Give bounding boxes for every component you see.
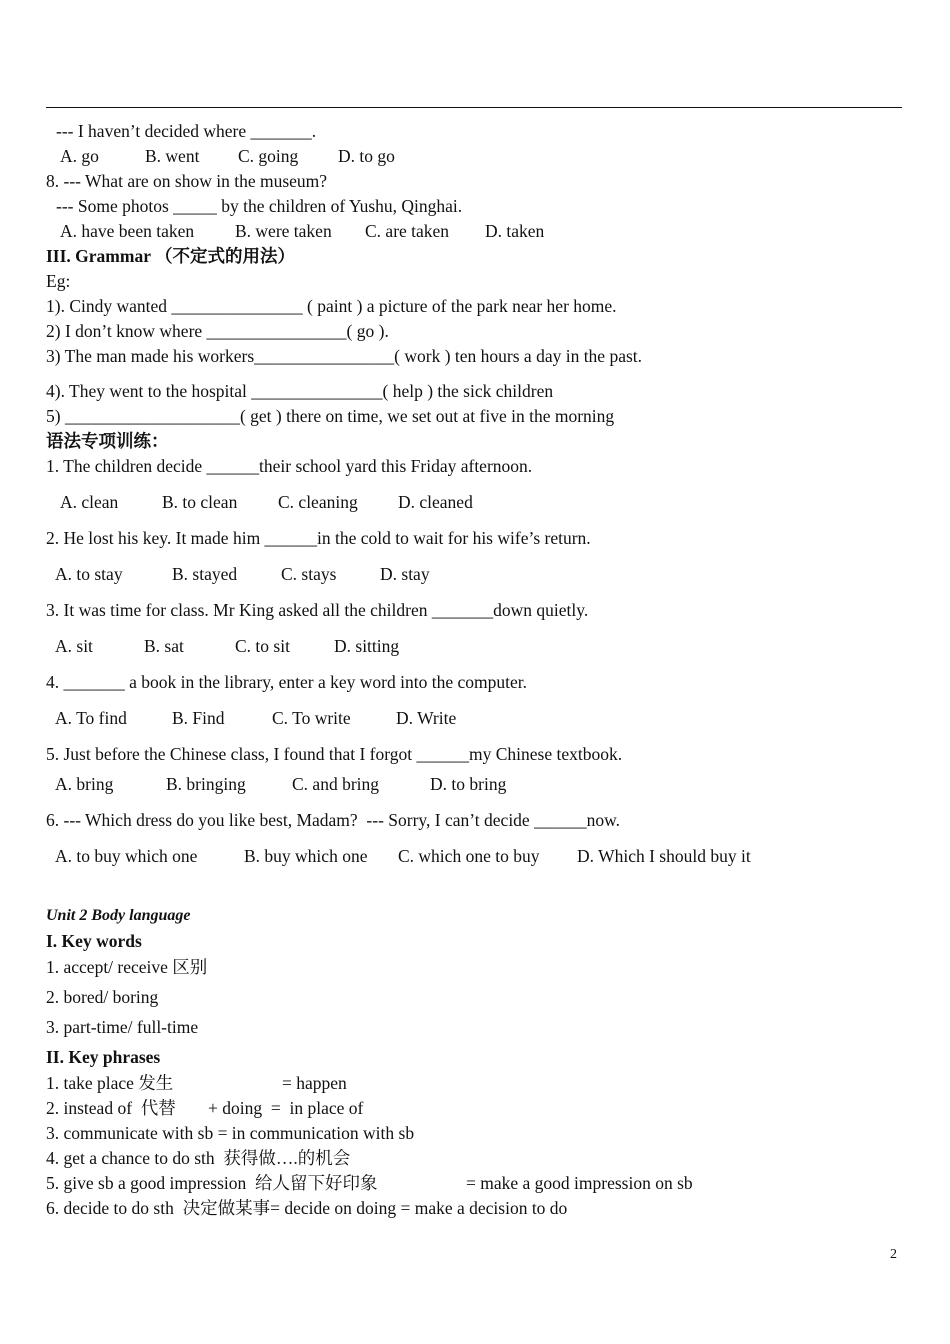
q7-option-c: C. going [238,146,299,166]
phrase-1-right: = happen [282,1073,347,1093]
q7-option-b: B. went [145,146,200,166]
practice-q2-option-b: B. stayed [172,564,238,584]
practice-q6-option-b: B. buy which one [244,846,368,866]
practice-q5-option-c: C. and bring [292,774,380,794]
practice-q1-option-d: D. cleaned [398,492,473,512]
practice-q5-option-b: B. bringing [166,774,246,794]
phrase-3: 3. communicate with sb = in communication with sb [46,1123,415,1143]
practice-q3-option-d: D. sitting [334,636,400,656]
practice-q5-option-d: D. to bring [430,774,507,794]
practice-q5-question: 5. Just before the Chinese class, I found that I forgot ______my Chinese textbook. [46,744,623,764]
grammar-example-5: 5) ____________________( get ) there on time, we set out at five in the morning [46,406,615,426]
practice-q1-question: 1. The children decide ______their school yard this Friday afternoon. [46,456,533,476]
practice-q1-option-a: A. clean [60,492,119,512]
practice-q6-option-c: C. which one to buy [398,846,540,866]
grammar-example-2: 2) I don’t know where ________________( go ). [46,321,389,341]
q7-option-a: A. go [60,146,99,166]
key-phrases-heading: II. Key phrases [46,1047,161,1067]
q8-question: 8. --- What are on show in the museum? [46,171,328,191]
practice-q4-option-a: A. To find [55,708,127,728]
phrase-2-right: + doing = in place of [208,1098,364,1118]
grammar-example-4: 4). They went to the hospital _______________( help ) the sick children [46,381,554,401]
phrase-2-left: 2. instead of 代替 [46,1098,176,1118]
key-words-heading: I. Key words [46,931,142,951]
practice-q1-option-b: B. to clean [162,492,238,512]
practice-q2-question: 2. He lost his key. It made him ______in the cold to wait for his wife’s return. [46,528,591,548]
practice-q1-option-c: C. cleaning [278,492,358,512]
practice-q3-option-a: A. sit [55,636,93,656]
phrase-5-right: = make a good impression on sb [466,1173,693,1193]
practice-q4-option-c: C. To write [272,708,351,728]
practice-q6-option-d: D. Which I should buy it [577,846,751,866]
phrase-1-left: 1. take place 发生 [46,1073,174,1093]
header-rule [46,107,902,108]
phrase-6: 6. decide to do sth 决定做某事= decide on doing = make a decision to do [46,1198,568,1218]
practice-q5-option-a: A. bring [55,774,114,794]
practice-q4-question: 4. _______ a book in the library, enter a key word into the computer. [46,672,527,692]
practice-q2-option-a: A. to stay [55,564,123,584]
grammar-example-3: 3) The man made his workers________________( work ) ten hours a day in the past. [46,346,643,366]
phrase-5-left: 5. give sb a good impression 给人留下好印象 [46,1173,378,1193]
practice-q3-option-c: C. to sit [235,636,290,656]
practice-q3-option-b: B. sat [144,636,184,656]
phrase-4: 4. get a chance to do sth 获得做….的机会 [46,1148,351,1168]
key-word-2: 2. bored/ boring [46,987,159,1007]
practice-heading: 语法专项训练： [46,431,169,451]
practice-q2-option-c: C. stays [281,564,337,584]
practice-q4-option-d: D. Write [396,708,457,728]
q7-option-d: D. to go [338,146,395,166]
practice-q3-question: 3. It was time for class. Mr King asked all the children _______down quietly. [46,600,589,620]
q8-option-d: D. taken [485,221,545,241]
practice-q6-question: 6. --- Which dress do you like best, Madam? --- Sorry, I can’t decide ______now. [46,810,620,830]
practice-q4-option-b: B. Find [172,708,225,728]
grammar-heading: III. Grammar （不定式的用法） [46,246,296,266]
q8-option-b: B. were taken [235,221,332,241]
practice-q6-option-a: A. to buy which one [55,846,198,866]
grammar-eg-label: Eg: [46,271,71,291]
q8-option-c: C. are taken [365,221,450,241]
q8-option-a: A. have been taken [60,221,195,241]
practice-q2-option-d: D. stay [380,564,430,584]
key-word-3: 3. part-time/ full-time [46,1017,199,1037]
page-number: 2 [890,1247,897,1262]
unit2-title: Unit 2 Body language [46,907,191,924]
key-word-1: 1. accept/ receive 区别 [46,957,208,977]
q8-answer-line: --- Some photos _____ by the children of Yushu, Qinghai. [56,196,463,216]
q7-answer-line: --- I haven’t decided where _______. [56,121,317,141]
grammar-example-1: 1). Cindy wanted _______________ ( paint ) a picture of the park near her home. [46,296,617,316]
